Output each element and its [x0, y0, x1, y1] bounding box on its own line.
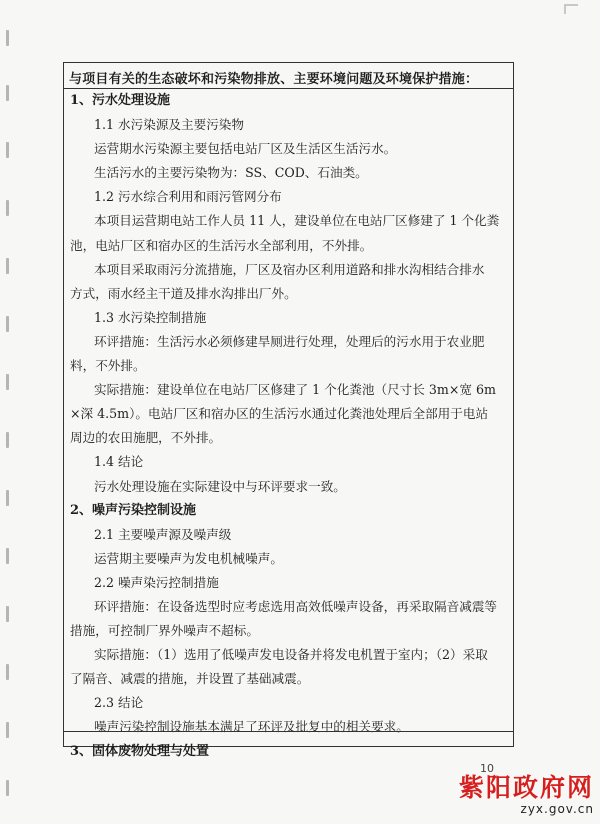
text-line: 1.3 水污染控制措施	[94, 309, 207, 325]
text-line: 运营期水污染源主要包括电站厂区及生活区生活污水。	[94, 141, 397, 157]
section-heading: 2、噪声污染控制设施	[70, 502, 197, 518]
table-bottom-row	[64, 731, 513, 746]
scan-corner-mark	[564, 4, 578, 14]
text-line: 本项目运营期电站工作人员 11 人，建设单位在电站厂区修建了 1 个化粪	[94, 213, 500, 229]
binding-holes	[6, 30, 16, 800]
text-line: 2.2 噪声染污控制措施	[94, 574, 219, 590]
text-line: 料，不外排。	[70, 358, 146, 374]
text-line: 周边的农田施肥，不外排。	[70, 430, 222, 446]
text-line: 1.1 水污染源及主要污染物	[94, 117, 244, 133]
text-line: 生活污水的主要污染物为：SS、COD、石油类。	[94, 165, 368, 181]
text-line: 实际措施：建设单位在电站厂区修建了 1 个化粪池（尺寸长 3m×宽 6m	[94, 382, 496, 398]
text-line: 池，电站厂区和宿办区的生活污水全部利用，不外排。	[70, 237, 373, 253]
text-line: 污水处理设施在实际建设中与环评要求一致。	[94, 478, 346, 494]
text-line: 措施，可控制厂界外噪声不超标。	[70, 623, 259, 639]
table-body	[64, 89, 513, 764]
text-line: 环评措施：生活污水必须修建旱厕进行处理，处理后的污水用于农业肥	[94, 333, 485, 349]
page-number: 10	[480, 762, 494, 775]
site-watermark	[459, 774, 594, 816]
text-line: ×深 4.5m）。电站厂区和宿办区的生活污水通过化粪池处理后全部用于电站	[70, 406, 489, 422]
section-heading: 1、污水处理设施	[70, 93, 171, 108]
text-line: 了隔音、减震的措施，并设置了基础减震。	[70, 671, 310, 687]
text-line: 2.1 主要噪声源及噪声级	[94, 526, 232, 542]
watermark-title: 紫阳政府网	[458, 773, 594, 802]
text-line: 噪声污染控制设施基本满足了环评及批复中的相关要求。	[94, 719, 409, 735]
text-line: 方式，雨水经主干道及排水沟排出厂外。	[70, 285, 297, 301]
text-line: 本项目采取雨污分流措施，厂区及宿办区利用道路和排水沟相结合排水	[94, 261, 485, 277]
table-header: 与项目有关的生态破坏和污染物排放、主要环境问题及环境保护措施：	[64, 63, 513, 89]
text-line: 1.4 结论	[94, 454, 144, 470]
text-line: 2.3 结论	[94, 695, 144, 711]
document-table	[63, 62, 514, 759]
text-line: 1.2 污水综合利用和雨污管网分布	[94, 189, 282, 205]
section-heading: 3、固体废物处理与处置	[70, 743, 210, 759]
text-line: 环评措施：在设备选型时应考虑选用高效低噪声设备，再采取隔音减震等	[94, 598, 497, 614]
text-line: 实际措施：（1）选用了低噪声发电设备并将发电机置于室内；（2）采取	[94, 647, 488, 663]
text-line: 运营期主要噪声为发电机械噪声。	[94, 550, 283, 566]
watermark-url: zyx.gov.cn	[520, 802, 594, 816]
